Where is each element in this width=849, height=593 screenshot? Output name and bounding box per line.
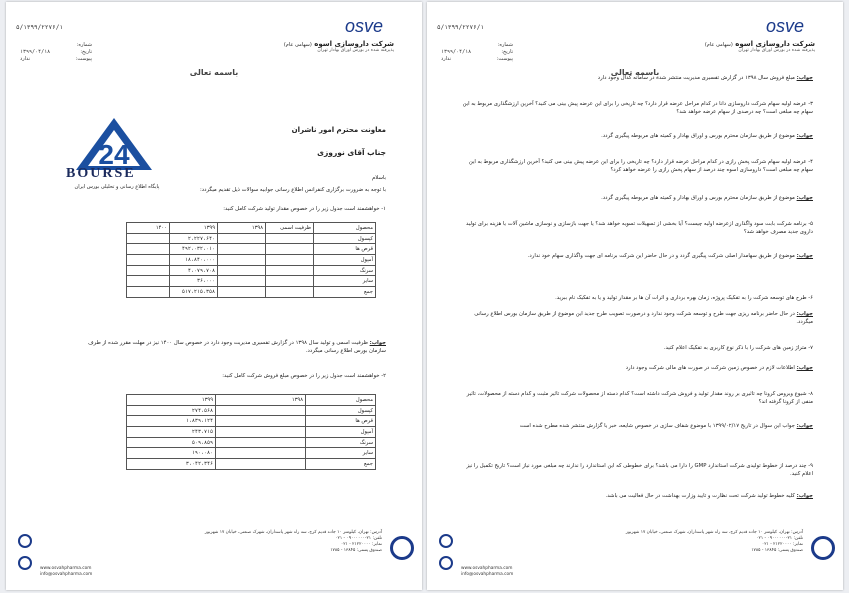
table-row xyxy=(127,233,376,244)
question-5: ۵- برنامه شرکت بابت سود واگذاری ازعرضه اولیه چیست؟ آیا بخشی از تسهیلات تسویه خواهد شد؟ یا جهت بازسازی و نوسازی ماشین آلات یا هزینه برای تولید داروی جدید مصرف خواهد شد؟ xyxy=(466,221,813,235)
company-name: شرکت داروسازی اسوه xyxy=(735,40,815,48)
bourse-wordmark: BOURSE xyxy=(66,166,136,181)
answer-label: جواب: xyxy=(796,423,813,429)
row-label-cell: قرص ها xyxy=(306,416,376,427)
footer xyxy=(6,530,422,590)
answer-5-text: موضوع از طریق سهامدار اصلی شرکت پیگیری گردد و در حال حاضر این شرکت برنامه ای جهت واگذاری سهام خود ندارد. xyxy=(527,253,795,259)
value-cell xyxy=(216,437,306,448)
addressee-title: معاونت محترم امور ناشران xyxy=(291,126,386,134)
company-subtitle: پذیرفته شده در بورس اوراق بهادار تهران xyxy=(317,48,394,53)
attach-label: پیوست: xyxy=(496,56,513,62)
website-link[interactable]: www.osvahpharma.com xyxy=(40,566,92,571)
value-cell: ۱۹۰،۰۸۰ xyxy=(127,448,216,459)
table-header-cell: ظرفیت اسمی xyxy=(266,223,314,234)
value-cell xyxy=(218,244,266,255)
answer-5 xyxy=(457,252,813,260)
answer-6 xyxy=(457,310,813,326)
value-cell: ۲۷۴،۵۶۸ xyxy=(127,405,216,416)
table-header-cell: محصول xyxy=(314,223,376,234)
answer-label: جواب: xyxy=(796,75,813,81)
answer-label: جواب: xyxy=(796,195,813,201)
attach-value: ندارد xyxy=(20,56,31,62)
question-1: ۱- خواهشمند است جدول زیر را در خصوص مقدار تولید شرکت کامل کنید: xyxy=(223,206,386,212)
table-header-row xyxy=(127,223,376,234)
value-cell xyxy=(216,405,306,416)
value-cell: ۴۹۲،۰۳۲،۰۱۰ xyxy=(170,244,218,255)
table-header-row xyxy=(127,395,376,406)
question-9: ۹- چند درصد از خطوط تولیدی شرکت استاندارد GMP را دارا می باشد؟ برای خطوطی که این استاندارد را ندارند چه مبلغی مورد نیاز است؟ تاریخ تکمیل را نیز اعلام کنید. xyxy=(466,463,813,477)
value-cell xyxy=(216,416,306,427)
value-cell xyxy=(266,276,314,287)
osve-logo xyxy=(755,12,815,40)
footer-address: آدرس: تهران، کیلومتر ۱۰ جاده قدیم کرج، سه راه شهر پاسداران، شهرک صنعتی، خیابان ۱۷ شهریور xyxy=(204,530,382,535)
table-row xyxy=(127,437,376,448)
basmala-heading: باسمه تعالی xyxy=(610,68,660,77)
letter-meta xyxy=(20,42,92,63)
table-row xyxy=(127,405,376,416)
value-cell xyxy=(127,233,170,244)
table-row xyxy=(127,459,376,470)
answer-label: جواب: xyxy=(796,493,813,499)
value-cell: ۵۰۹،۸۵۹ xyxy=(127,437,216,448)
answer-3-text: موضوع از طریق سازمان محترم بورس و اوراق بهادار و کمیته های مربوطه پیگیری گردد. xyxy=(601,133,795,139)
table-header-cell: محصول xyxy=(306,395,376,406)
bourse-24-logo-icon xyxy=(74,116,154,172)
osve-logo xyxy=(334,12,394,40)
answer-2-text: مبلغ فروش سال ۱۳۹۸ در گزارش تفسیری مدیریت منتشر شده در سامانه کدال وجود دارد xyxy=(597,75,795,81)
footer-tel: تلفن: ۲۱-۰۹۰۰۰۰۰۰ - ۰۲۱ xyxy=(756,536,803,541)
value-cell: ۴،۰۷۹،۷۰۸ xyxy=(170,265,218,276)
row-label-cell: سایر xyxy=(306,448,376,459)
svg-text:osve: osve xyxy=(344,16,384,36)
value-cell: ۱،۸۳۹،۱۲۴ xyxy=(127,416,216,427)
bourse-tagline: پایگاه اطلاع رسانی و تحلیلی بورس ایران xyxy=(74,184,160,190)
answer-8-text: جواب این سوال در تاریخ ۱۳۹۹/۰۲/۱۷ با موضوع شفاف سازی در خصوص شایعه، خبر یا گزارش منتشر شده مطرح شده است xyxy=(519,423,795,429)
row-label-cell: سرنگ xyxy=(314,265,376,276)
table-row xyxy=(127,276,376,287)
row-label-cell: جمع xyxy=(306,459,376,470)
footer-web xyxy=(40,566,92,578)
value-cell xyxy=(127,265,170,276)
table-row xyxy=(127,427,376,438)
answer-4 xyxy=(473,194,813,202)
table-header-cell: ۱۳۹۸ xyxy=(218,223,266,234)
answer-6-text: در حال حاضر برنامه ریزی جهت طرح و توسعه شرکت وجود ندارد و درصورت تصویب طرح جدید این موضوع از طریق سازمان بورس اطلاع رسانی میگردد. xyxy=(474,311,813,325)
letter-meta xyxy=(441,42,513,63)
number-label: شماره: xyxy=(497,42,513,48)
answer-9 xyxy=(457,492,813,500)
row-label-cell: آمپول xyxy=(306,427,376,438)
value-cell xyxy=(218,276,266,287)
question-2: ۲- خواهشمند است جدول زیر را در خصوص مبلغ فروش شرکت کامل کنید: xyxy=(222,373,386,379)
answer-label: جواب: xyxy=(796,311,813,317)
certificate-seal-icon xyxy=(18,534,32,548)
certificate-seal-icon xyxy=(18,556,32,570)
osve-seal-icon xyxy=(811,536,835,560)
footer xyxy=(427,530,843,590)
answer-label: جواب: xyxy=(369,340,386,346)
table-header-cell: ۱۳۹۹ xyxy=(170,223,218,234)
row-label-cell: کپسول xyxy=(306,405,376,416)
svg-text:osve: osve xyxy=(765,16,805,36)
date-label: تاریخ: xyxy=(501,49,513,55)
certificate-seal-icon xyxy=(439,534,453,548)
question-8: ۸- شیوع ویروس کرونا چه تاثیری بر روند مقدار تولید و فروش شرکت داشته است؟ کدام دسته از محصولات شرکت تاثیر مثبت و کدام دسته از محصولات، تاثیر منفی از کرونا گرفته اند؟ xyxy=(466,391,813,405)
value-cell xyxy=(266,233,314,244)
answer-4-text: موضوع از طریق سازمان محترم بورس و اوراق بهادار و کمیته های مربوطه پیگیری گردد. xyxy=(601,195,795,201)
value-cell xyxy=(266,244,314,255)
table-row xyxy=(127,255,376,266)
footer-pobox: صندوق پستی: ۱۳۸۴۵ - ۱۷۸۵ xyxy=(330,548,382,553)
attach-label: پیوست: xyxy=(75,56,92,62)
answer-1-text: ظرفیت اسمی و تولید سال ۱۳۹۸ در گزارش تفسیری مدیریت وجود دارد در خصوص سال ۱۴۰۰ نیز در مهلت مقرر شده از طرف سازمان بورس اطلاع رسانی میگردد. xyxy=(88,340,386,354)
value-cell: ۳۶،۰۰۰ xyxy=(170,276,218,287)
answer-8 xyxy=(457,422,813,430)
letter-date: ۱۳۹۹/۰۴/۱۸ xyxy=(20,49,51,55)
row-label-cell: جمع xyxy=(314,287,376,298)
company-name: شرکت داروسازی اسوه xyxy=(314,40,394,48)
table-row xyxy=(127,244,376,255)
value-cell xyxy=(127,255,170,266)
answer-9-text: کلیه خطوط تولید شرکت تحت نظارت و تایید وزارت بهداشت در حال فعالیت می باشد. xyxy=(605,493,795,499)
table-header-cell: ۱۳۹۹ xyxy=(127,395,216,406)
row-label-cell: آمپول xyxy=(314,255,376,266)
value-cell: ۳،۰۴۲،۳۴۶ xyxy=(127,459,216,470)
date-label: تاریخ: xyxy=(80,49,92,55)
table-row xyxy=(127,416,376,427)
website-link[interactable]: www.osvahpharma.com xyxy=(461,566,513,571)
value-cell xyxy=(218,255,266,266)
answer-3 xyxy=(473,132,813,140)
value-cell xyxy=(216,448,306,459)
table-header-cell: ۱۳۹۸ xyxy=(216,395,306,406)
value-cell xyxy=(127,276,170,287)
company-header xyxy=(284,40,394,53)
question-7: ۷- متراژ زمین های شرکت را با ذکر نوع کاربری به تفکیک اعلام کنید. xyxy=(663,345,813,351)
company-header xyxy=(705,40,815,53)
table-row xyxy=(127,287,376,298)
value-cell xyxy=(218,233,266,244)
reference-number: ۵/۱۳۹۹/۲۲۷۶/۱ xyxy=(437,24,484,31)
answer-label: جواب: xyxy=(796,253,813,259)
answer-7 xyxy=(457,364,813,372)
osve-seal-icon xyxy=(390,536,414,560)
question-6: ۶- طرح های توسعه شرکت را به تفکیک پروژه، زمان بهره برداری و اثرات آن ها بر مقدار تولید و یا به تفکیک نام ببرید. xyxy=(555,295,813,301)
certificate-seal-icon xyxy=(439,556,453,570)
addressee-name: جناب آقای نوروزی xyxy=(317,148,386,157)
footer-pobox: صندوق پستی: ۱۳۸۴۵ - ۱۷۸۵ xyxy=(751,548,803,553)
value-cell xyxy=(216,459,306,470)
basmala-heading: باسمه تعالی xyxy=(189,68,239,77)
value-cell xyxy=(127,244,170,255)
table-row xyxy=(127,265,376,276)
answer-label: جواب: xyxy=(796,133,813,139)
email-link[interactable]: info@osvahpharma.com xyxy=(40,572,93,577)
company-type: (سهامی عام) xyxy=(283,42,312,48)
footer-contact xyxy=(122,530,382,554)
value-cell: ۲۴۳،۷۱۵ xyxy=(127,427,216,438)
value-cell: ۲،۲۲۷،۶۴۰ xyxy=(170,233,218,244)
row-label-cell: قرص ها xyxy=(314,244,376,255)
greeting: باسلام xyxy=(372,175,386,181)
intro-text: با توجه به ضرورت برگزاری کنفرانس اطلاع رسانی جوابیه سوالات ذیل تقدیم میگردد: xyxy=(199,187,386,193)
table-header-cell: ۱۴۰۰ xyxy=(127,223,170,234)
value-cell xyxy=(127,287,170,298)
sales-table xyxy=(126,394,376,470)
footer-contact xyxy=(543,530,803,554)
answer-label: جواب: xyxy=(796,365,813,371)
value-cell xyxy=(266,287,314,298)
letter-date: ۱۳۹۹/۰۴/۱۸ xyxy=(441,49,472,55)
footer-tel: تلفن: ۲۱-۰۹۰۰۰۰۰۰ - ۰۲۱ xyxy=(335,536,382,541)
row-label-cell: کپسول xyxy=(314,233,376,244)
row-label-cell: سایر xyxy=(314,276,376,287)
value-cell xyxy=(266,265,314,276)
table-row xyxy=(127,448,376,459)
email-link[interactable]: info@osvahpharma.com xyxy=(461,572,514,577)
row-label-cell: سرنگ xyxy=(306,437,376,448)
number-label: شماره: xyxy=(76,42,92,48)
attach-value: ندارد xyxy=(441,56,452,62)
value-cell: ۱۸،۸۴۰،۰۰۰ xyxy=(170,255,218,266)
reference-number: ۵/۱۳۹۹/۲۲۷۶/۱ xyxy=(16,24,63,31)
value-cell: ۵۱۷،۲۱۵،۳۵۸ xyxy=(170,287,218,298)
footer-web xyxy=(461,566,513,578)
svg-text:24: 24 xyxy=(98,139,130,170)
production-table xyxy=(126,222,376,298)
bourse-watermark xyxy=(54,108,174,200)
value-cell xyxy=(218,265,266,276)
answer-7-text: اطلاعات لازم در خصوص زمین شرکت در صورت های مالی شرکت وجود دارد xyxy=(625,365,795,371)
footer-address: آدرس: تهران، کیلومتر ۱۰ جاده قدیم کرج، سه راه شهر پاسداران، شهرک صنعتی، خیابان ۱۷ شهریور xyxy=(625,530,803,535)
footer-fax: نمابر: ۲۱۲۲۰۰۰۰ - ۰۲۱ xyxy=(340,542,382,547)
footer-fax: نمابر: ۲۱۲۲۰۰۰۰ - ۰۲۱ xyxy=(761,542,803,547)
value-cell xyxy=(216,427,306,438)
answer-2 xyxy=(473,74,813,82)
company-subtitle: پذیرفته شده در بورس اوراق بهادار تهران xyxy=(738,48,815,53)
letter-page-2 xyxy=(427,2,843,590)
value-cell xyxy=(218,287,266,298)
letter-page-1 xyxy=(6,2,422,590)
question-4: ۴- عرضه اولیه سهام شرکت پخش رازی در کدام مراحل عرضه قرار دارد؟ چه تاریخی را برای این عرضه پیش بینی می کنید؟ آخرین ارزشگذاری مربوط به این سهام چه مبلغی است؟ داروسازی اسوه چند درصد از سهام پخش رازی را عرضه خواهد کرد؟ xyxy=(468,159,813,173)
question-3: ۳- عرضه اولیه سهام شرکت داروسازی دانا در کدام مراحل عرضه قرار دارد؟ چه تاریخی را برای این عرضه پیش بینی می کنید؟ آخرین ارزشگذاری مربوط به این سهام چه مبلغی است؟ چه درصدی از سهام عرضه خواهد شد؟ xyxy=(462,101,813,115)
answer-1 xyxy=(86,339,386,355)
company-type: (سهامی عام) xyxy=(704,42,733,48)
value-cell xyxy=(266,255,314,266)
